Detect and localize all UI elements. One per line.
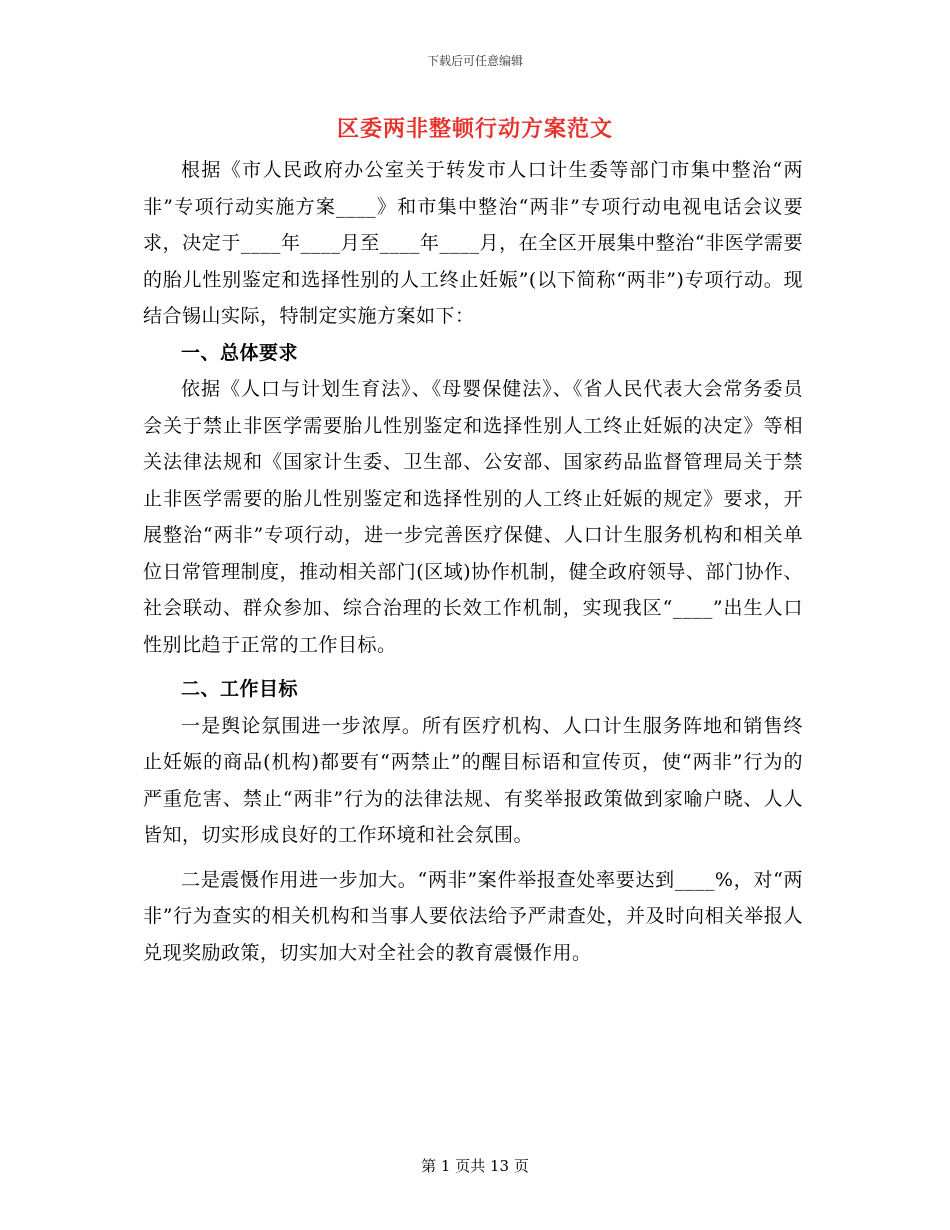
overall-requirements-paragraph: 依据《人口与计划生育法》、《母婴保健法》、《省人民代表大会常务委员会关于禁止非医学需要胎儿性别鉴定和选择性别人工终止妊娠的决定》等相关法律法规和《国家计生委、卫生部、公安部、国家药品监督管理局关于禁止非医学需要的胎儿性别鉴定和选择性别的人工终止妊娠的规定》要求，开展整治“两非”专项行动，进一步完善医疗保健、人口计生服务机构和相关单位日常管理制度，推动相关部门(区域)协作机制，健全政府领导、部门协作、社会联动、群众参加、综合治理的长效工作机制，实现我区“____”出生人口性别比趋于正常的工作目标。 xyxy=(143,378,803,656)
work-goal-paragraph-1: 一是舆论氛围进一步浓厚。所有医疗机构、人口计生服务阵地和销售终止妊娠的商品(机构)都要有“两禁止”的醒目标语和宣传页，使“两非”行为的严重危害、禁止“两非”行为的法律法规、有奖举报政策做到家喻户晓、人人皆知，切实形成良好的工作环境和社会氛围。 xyxy=(143,714,803,846)
page-footer: 第 1 页共 13 页 xyxy=(421,1157,529,1175)
document-title: 区委两非整顿行动方案范文 xyxy=(336,116,613,142)
document-body xyxy=(143,152,803,971)
section-heading-work-goals: 二、工作目标 xyxy=(181,678,299,700)
intro-paragraph: 根据《市人民政府办公室关于转发市人口计生委等部门市集中整治“两非”专项行动实施方案____》和市集中整治“两非”专项行动电视电话会议要求，决定于____年____月至____年____月，在全区开展集中整治“非医学需要的胎儿性别鉴定和选择性别的人工终止妊娠”(以下简称“两非”)专项行动。现结合锡山实际，特制定实施方案如下： xyxy=(143,159,803,327)
section-heading-overall-requirements: 一、总体要求 xyxy=(181,341,299,364)
work-goal-paragraph-2: 二是震慑作用进一步加大。“两非”案件举报查处率要达到____%，对“两非”行为查实的相关机构和当事人要依法给予严肃查处，并及时向相关举报人兑现奖励政策，切实加大对全社会的教育震慑作用。 xyxy=(143,868,803,964)
header-note: 下载后可任意编辑 xyxy=(426,54,523,68)
